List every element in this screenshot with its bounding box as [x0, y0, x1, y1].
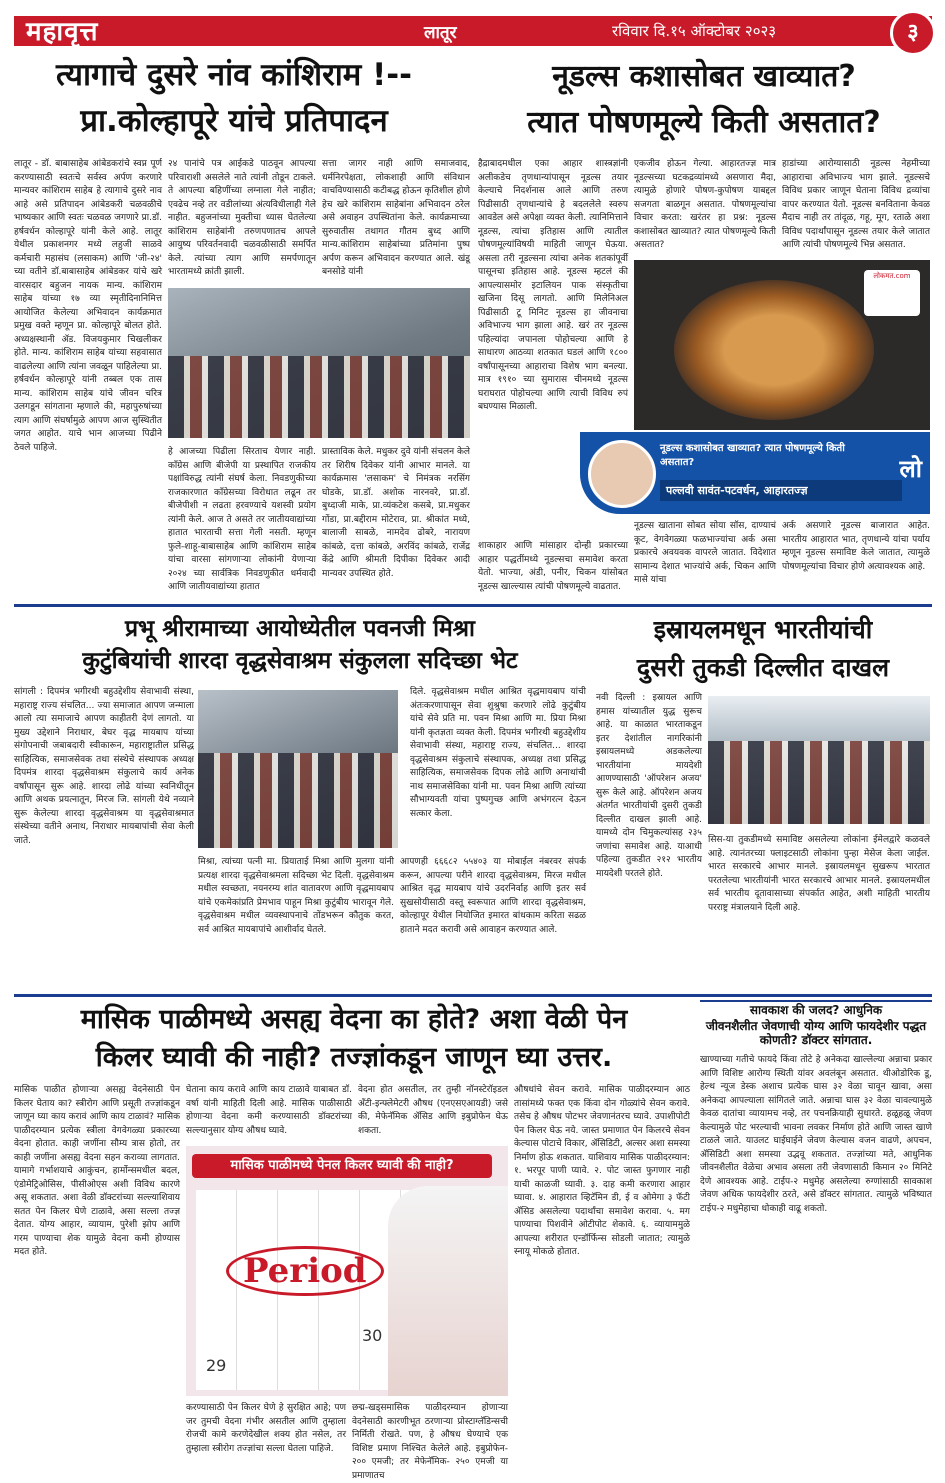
- article2-column-1: हैद्राबादमधील एका आहार शास्त्रज्ञांनी अलीकडेच तृणधान्यांपासून नूडल्स तयार केल्याचे निदर्शनास आले आणि तरुण पिढीसाठी तृणधान्यांचे हे बदललेले स्वरुप आवडेल असे अपेक्षा व्यक्त केली. त्यानिमित्ताने नूडल्स, त्यांचा इतिहास आणि त्यातील पोषणमूल्यांविषयी माहिती जाणून घेऊया. असला तरी नूडल्सना त्यांचा अनेक शतकांपूर्वी पासूनचा इतिहास आहे. नूडल्स म्हटलं की आपल्यासमोर इटालियन पाक संस्कृतीचा खजिना दिसू लागतो. आणि मिलेनिअल पिढीसाठी टू मिनिट नूडल्स हा जीवनाचा अविभाज्य भाग झाला आहे. खरं तर नूडल्स पहिल्यांदा जपानला पोहोचल्या आणि हे साधारण आठव्या शतकात घडलं आणि १८०० वर्षांपासूनच्या आहाराचा विशेष भाग बनल्या. मात्र १९१० च्या सुमारास चीनमध्ये नूडल्स घराघरात पोहोचल्या आणि त्याची विविध रुपं बघण्यास मिळाली.: [478, 159, 628, 412]
- article3-headline-line1: प्रभू श्रीरामाच्या आयोध्येतील पवनजी मिश्रा: [124, 616, 476, 642]
- article2-headline-line2: त्यात पोषणमूल्ये किती असतात?: [527, 105, 881, 140]
- person-figure: [388, 1186, 508, 1396]
- article1-headline-line2: प्रा.कोल्हापूरे यांचे प्रतिपादन: [80, 103, 388, 139]
- article2-banner: [580, 432, 930, 514]
- section-divider-2: [14, 994, 932, 997]
- article3-column-4: आपणही ६६६८२ ५५४०३ या मोबाईल नंबरवर संपर्क करून, आपल्या परीने शारदा वृद्धसेवाश्रम, मिरज मधील आश्रित वृद्ध मायबाप यांचे उदरनिर्वाह आणि इतर सर्व सुखसोयीसाठी वस्तू स्वरूपात आणि शारदा वृद्धसेवाश्रम, कोल्हापूर येथील नियोजित इमारत बांधकाम करिता सढळ हाताने मदत करावी असे आवाहन करण्यात आले.: [400, 857, 586, 935]
- article2-banner-title: नूडल्स कशासोबत खाव्यात? त्यात पोषणमूल्ये किती असतात?: [660, 443, 845, 468]
- article5-column-3: वेदना होत असतील, तर तुम्ही नॉनस्टेरॉइडल अँटी-इन्फ्लेमेटरी औषध (एनएसएआयडी) जसे की, मेफेनॅमिक ॲसिड आणि इबुप्रोफेन घेऊ शकता.: [358, 1085, 508, 1136]
- article3-column-1: सांगली : दिपमंत्र भगीरथी बहुउद्देशीय सेवाभावी संस्था, महाराष्ट्र राज्य संचलित... ज्या समाजात आपण जन्माला आलो त्या समाजाचे आपण काहीतरी देणं लागतो. या मुख्य उद्देशाने निराधार, बेघर वृद्ध मायबाप यांच्या संगोपनाची जबाबदारी स्वीकारून, महाराष्ट्रातील प्रसिद्ध साहित्यिक, समाजसेवक तथा संस्थेचे संस्थापक अध्यक्ष दिपमंत्र शारदा वृद्धसेवाश्रम संकुलाचे कार्य अनेक वर्षांपासून सुरू आहे. शारदा लोढे यांच्या स्वनिधीतून आणि अथक प्रयत्नातून, मिरज जि. सांगली येथे नव्याने सुरू केलेल्या शारदा वृद्धसेवाश्रम या वृद्धसेवाश्रमात संस्थेच्या वतीने अनाथ, निराधार मायबापांची सेवा केली जाते.: [14, 687, 194, 846]
- article3-headline-line2: कुटुंबियांची शारदा वृद्धसेवाश्रम संकुलला सदिच्छा भेट: [82, 648, 518, 674]
- article4-column-2: सिस-या तुकडीमध्ये समाविष्ट असलेल्या लोकांना ईमेलद्वारे कळवले आहे. त्यानंतरच्या फ्लाइटसाठी लोकांना पुन्हा मेसेज केला जाईल. भारत सरकारचे आभार मानले. इस्रायलमधून सुखरूप भारतात परतलेल्या भारतीयांनी भारत सरकारचे आभार मानले. इस्रायलमधील सर्व भारतीय दूतावासाच्या संपर्कात आहेत, अशी माहिती भारतीय परराष्ट्र मंत्रालयाने दिली आहे.: [708, 835, 930, 913]
- masthead-brand: महावृत्त: [26, 17, 99, 47]
- author-avatar: [588, 440, 656, 508]
- article2-photo-badge: लोकमत.com: [864, 270, 920, 316]
- masthead-city: लातूर: [424, 23, 457, 43]
- article3-photo: [198, 690, 398, 848]
- article4-photo: [708, 696, 930, 824]
- article5-image-word: Period: [226, 1246, 384, 1296]
- article5-image-title: मासिक पाळीमध्ये पेनल किलर घ्यावी की नाही?: [192, 1154, 492, 1178]
- article2-bottom-left: शाकाहार आणि मांसाहार दोन्ही प्रकारच्या आहार पद्धतींमध्ये नूडल्सचा समावेश करता येतो. भाज्या, अंडी, पनीर, चिकन यांसोबत नूडल्स खाल्ल्यास त्यांची पोषणमूल्ये वाढतात.: [478, 541, 628, 592]
- article2-bottom-right: अर्क असणारे नूडल्स बाजारात आहेत. भारतीय आहारात भात, तृणधान्ये यांचा पर्याय म्हणून नूडल्स समाविष्ट केले जातात, त्यामुळे पोषणमूल्यांचा विचार होणे अत्यावश्यक आहे.: [782, 521, 930, 572]
- article2-noodles-photo: [634, 260, 930, 430]
- article5-headline-line1: मासिक पाळीमध्ये असह्य वेदना का होते? अशा वेळी पेन: [80, 1004, 628, 1035]
- article4-headline-line2: दुसरी तुकडी दिल्लीत दाखल: [636, 653, 890, 682]
- article5-bottom-b: छद्म-खड्समासिक पाळीदरम्यान होणाऱ्या वेदनेसाठी कारणीभूत ठरणाऱ्या प्रोस्टाग्लॅडिन्सची निर्मिती रोखते. पण, हे औषध घेण्याचे एक विशिष्ट प्रमाण निश्चित केलेले आहे. इबुप्रोफेन- २०० एमजी; तर मेफेनॅमिक- २५० एमजी या प्रमाणातच: [352, 1403, 508, 1481]
- article4-column-1: नवी दिल्ली : इस्रायल आणि हमास यांच्यातील युद्ध सुरूच आहे. या काळात भारताकडून इतर देशांतील नागरिकांनी इस्रायलमध्ये अडकलेल्या भारतीयांना मायदेशी आणण्यासाठी 'ऑपरेशन अजय' सुरू केले आहे. ऑपरेशन अजय अंतर्गत भारतीयांची दुसरी तुकडी दिल्लीत दाखल झाली आहे. यामध्ये दोन चिमुकल्यांसह २३५ जणांचा समावेश आहे. याआधी पहिल्या तुकडीत २१२ भारतीय मायदेशी परतले होते.: [596, 693, 702, 879]
- article1-column-3-top: सत्ता जागर नाही आणि समाजवाद, धर्मनिरपेक्षता, लोकशाही आणि संविधान वाचविण्यासाठी कटीबद्ध होऊन कृतिशील होणे हेच खरे कांशिराम साहेबांना अभिवादन ठरेल असे अवाहन उपस्थितांना केले. कार्यक्रमाच्या सुरुवातीस तथागत गौतम बुध्द आणि मान्य.कांशिराम साहेबांच्या प्रतिमांना पुष्प अर्पण करून अभिवादन करण्यात आले. खंडू बनसोडे यांनी: [322, 159, 470, 277]
- article2-column-2: एकजीव होऊन गेल्या. आहारतज्ज्ञ मात्र नूडल्सच्या घटकद्रव्यांमध्ये असणारा मैदा, त्यामुळे होणारे पोषण-कुपोषण याबद्दल सजगता बाळगून असतात. पोषणमूल्यांचा विचार करता: खरंतर हा प्रश्न: नूडल्स कशासोबत खाव्यात? त्यात पोषणमूल्ये किती असतात?: [634, 159, 776, 250]
- article5-image: [186, 1146, 508, 1396]
- masthead-band: [14, 16, 932, 46]
- article5-column-4: औषधांचे सेवन करावे. मासिक पाळीदरम्यान आठ तासांमध्ये फक्त एक किंवा दोन गोळ्यांचे सेवन करावे. तसेच हे औषध पोटभर जेवणानंतरच घ्यावे. उपाशीपोटी पेन किलर घेऊ नये. जास्त प्रमाणात पेन किलरचे सेवन केल्यास पोटाचे विकार, ॲसिडिटी, अल्सर अशा समस्या निर्माण होऊ शकतात. याशिवाय मासिक पाळीदरम्यान: १. भरपूर पाणी प्यावे. २. पोट जास्त फुगणार नाही याची काळजी घ्यावी. ३. दाह कमी करणारा आहार घ्यावा. ४. आहारात व्हिटॅमिन डी, ई व ओमेगा ३ फॅटी ॲसिड असलेल्या पदार्थांचा समावेश करावा. ५. मग पाण्याचा पिशवीने ओटीपोट शेकावे. ६. व्यायाममुळे आपल्या शरीरात एन्डॉर्फिन्स सोडली जातात; त्यामुळे स्नायू मोकळे होतात.: [514, 1085, 690, 1257]
- masthead-date: रविवार दि.१५ ऑक्टोबर २०२३: [612, 22, 777, 40]
- article1-group-photo: [168, 288, 470, 438]
- article3-column-2: दिले. वृद्धसेवाश्रम मधील आश्रित वृद्धमायबाप यांची अंतःकरणापासून सेवा शुश्रुषा करणारे लोढे कुटुंबीय यांचे सेवे प्रति मा. पवन मिश्रा आणि मा. प्रिया मिश्रा यांनी कृतज्ञता व्यक्त केली. दिपमंत्र भगीरथी बहुउद्देशीय सेवाभावी संस्था, महाराष्ट्र राज्य, संचलित... शारदा वृद्धसेवाश्रम संकुलाचे संस्थापक, अध्यक्ष तथा प्रसिद्ध साहित्यिक, समाजसेवक दिपक लोढे आणि अनाथांची नाथ समाजसेविका यांनी मा. पवन मिश्रा आणि त्यांच्या सौभाग्यवती यांचा पुष्पगुच्छ आणि अभंगरत्न देऊन सत्कार केला.: [410, 687, 586, 819]
- article1-column-1: लातूर - डॉ. बाबासाहेब आंबेडकरांचे स्वप्न पूर्ण करण्यासाठी स्वतःचे सर्वस्व अर्पण करणारे मान्यवर कांशिराम साहेब हे त्यागाचे दुसरे नाव आहे असे प्रतिपादन आंबेडकरी चळवळीचे भाष्यकार आणि स्वतः चळवळ जगणारे प्रा.डॉ. हर्षवर्धन कोल्हापूरे यांनी केले आहे. लातूर येथील प्रकाशनगर मध्ये लहुजी साळवे कर्मचारी महासंघ (लसाकम) आणि 'जी-२४' च्या वतीने डॉ.बाबासाहेब आंबेडकर यांचे खरे वारसदार बहुजन नायक मान्य. कांशिराम साहेब यांच्या १७ व्या स्मृतीदिनानिमित्त आयोजित केलेल्या अभिवादन कार्यक्रमात प्रमुख वक्ते म्हणून प्रा. कोल्हापूरे बोलत होते. अध्यक्षस्थानी ॲड. विजयकुमार चिखलीकर होते. मान्य. कांशिराम साहेब यांच्या सहवासात वाढलेल्या आणि त्यांना जवळून पाहिलेल्या प्रा. हर्षवर्धन कोल्हापूरे यांनी तब्बल एक तास मान्य. कांशिराम साहेब यांचे जीवन चरित्र उलगडून सांगताना म्हणाले की, महापुरुषांच्या त्याग आणि संघर्षामुळे आपण आज सुस्थितीत जगत आहोत. याचे भान आजच्या पिढीने ठेवले पाहिजे.: [14, 159, 162, 453]
- article6-headline-line1: सावकाश की जलद? आधुनिक: [749, 1003, 883, 1017]
- page-number-badge: ३: [890, 10, 936, 56]
- article2-banner-mark: लो: [899, 455, 922, 483]
- article1-column-2-top: २४ पानांचे पत्र आईकडे पाठवून आपल्या परिवाराशी असलेले नाते त्यांनी तोडून टाकले. ते आपल्या बहिणींच्या लग्नाला गेले नाहीत; एवढेच नव्हे तर वडीलांच्या अंत्यविधीलाही गेले नाहीत. बहुजनांच्या मुक्तीचा ध्यास घेतलेल्या कांशिराम साहेबांनी तरुणपणातच आपले आयुष्य परिवर्तनवादी चळवळीसाठी समर्पित केले. त्यांच्या त्याग आणि समर्पणातून भारतामध्ये क्रांती झाली.: [168, 159, 316, 277]
- article1-column-3-bottom: प्रास्ताविक केले. मधुकर दुवे यांनी संचलन केले तर शिरीष दिवेकर यांनी आभार मानले. या कार्यक्रमास 'लसाकम' चे निमंत्रक नरसिंग घोडके, प्रा.डॉ. अशोक नारनवरे, प्रा.डॉ. बुध्दाजी माके, प्रा.व्यंकटेश कसबे, प्रा.मधुकर गोंडा, प्रा.बद्दीराम मोटेराव, प्रा. श्रीकांत मध्ये, बालाजी साबळे, नामदेव ढोबरे, नारायण कांबळे, दत्ता कांबळे, अरविंद कांबळे, राजेंद्र केंद्रे आणि श्रीमती दिपीका दिवेकर आदी मान्यवर उपस्थित होते.: [322, 447, 470, 579]
- article2-bottom-middle: नूडल्स खाताना सोबत सोया सॉस, दाण्याचं कूट, वेगवेगळ्या फळभाज्यांचा अर्क असा प्रकारचे अवयवक वापरले जातात. विदेशात सामान्य देशात भाज्यांचे अर्क, चिकन आणि मासे यांचा: [634, 521, 776, 585]
- calendar-day-30: 30: [362, 1326, 383, 1345]
- article1-column-2-bottom: हे आजच्या पिढीला सिरताच येणार नाही. काँग्रेस आणि बीजेपी या प्रस्थापित राजकीय पक्षांविरुद्ध त्यांनी संघर्ष केला. निवडणुकीच्या राजकारणात काँग्रेसच्या विरोधात लढून तर बीजेपीशी न लढता हरवण्याचे यशस्वी प्रयोग त्यांनी केले. आज ते असते तर जातीयवाद्यांच्या हातात भारताची सत्ता गेली नसती. म्हणून फुले-शाहू-बाबासाहेब आणि कांशिराम साहेब यांचा वारसा सांगणाऱ्या लोकांनी येणाऱ्या २०२४ च्या सार्वत्रिक निवडणुकीत धर्मवादी आणि जातीयवाद्यांच्या हातात: [168, 447, 316, 592]
- article5-column-1: मासिक पाळीत होणाऱ्या असह्य वेदनेसाठी पेन किलर घेताय का? स्त्रीरोग आणि प्रसूती तज्ज्ञांकडून जाणून घ्या काय करावं आणि काय टाळावं? मासिक पाळीदरम्यान प्रत्येक स्त्रीला वेगवेगळ्या प्रकारच्या वेदना होतात. काही जणींना सौम्य त्रास होतो, तर काही जणींना असह्य वेदना सहन कराव्या लागतात. यामागे गर्भाशयाचे आकुंचन, हार्मोन्समधील बदल, एंडोमेट्रिओसिस, पीसीओएस अशी विविध कारणे असू शकतात. अशा वेळी डॉक्टरांच्या सल्ल्याशिवाय सतत पेन किलर घेणे टाळावे, असा सल्ला तज्ज्ञ देतात. योग्य आहार, व्यायाम, पुरेशी झोप आणि गरम पाण्याचा शेक यामुळे वेदना कमी होण्यास मदत होते.: [14, 1085, 180, 1257]
- article5-headline-line2: किलर घ्यावी की नाही? तज्ज्ञांकडून जाणून घ्या उत्तर.: [95, 1042, 613, 1073]
- article2-headline-line1: नूडल्स कशासोबत खाव्यात?: [552, 59, 856, 94]
- section-divider-1: [14, 604, 932, 607]
- article2-column-3: हाडांच्या आरोग्यासाठी नूडल्स नेहमीच्या आहाराचा अविभाज्य भाग झाले. नूडल्सचे विविध प्रकार जाणून घेताना विविध द्रव्यांचा वापर करण्यात येतो. नूडल्स बनविताना केवळ मैदाच नाही तर तांदूळ, गहू, मूग, रताळे अशा विविध पदार्थांपासून नूडल्स तयार केले जातात आणि त्यांची पोषणमूल्ये भिन्न असतात.: [782, 159, 930, 250]
- article4-headline-line1: इस्रायलमधून भारतीयांची: [653, 615, 873, 644]
- calendar-day-29: 29: [206, 1356, 227, 1375]
- article5-column-2: घेताना काय करावे आणि काय टाळावे याबाबत डॉ. वर्षा यांनी माहिती दिली आहे. मासिक पाळीसाठी होणाऱ्या वेदना कमी करण्यासाठी डॉक्टरांच्या सल्ल्यानुसार योग्य औषध घ्यावे.: [186, 1085, 352, 1136]
- article3-column-3: मिश्रा, त्यांच्या पत्नी मा. प्रियाताई मिश्रा आणि मुलगा यांनी प्रत्यक्ष शारदा वृद्धसेवाश्रमला सदिच्छा भेट दिली. वृद्धसेवाश्रम मधील स्वच्छता, नयनरम्य शांत वातावरण आणि वृद्धमायबाप यांचे एकमेकांप्रति प्रेमभाव पाहून मिश्रा कुटुंबीय भारावून गेले. वृद्धसेवाश्रम मधील व्यवस्थापनाचे तोंडभरून कौतुक करत, सर्व आश्रित मायबापांचे आशीर्वाद घेतले.: [198, 857, 394, 935]
- article2-banner-byline: पल्लवी सावंत-पटवर्धन, आहारतज्ज्ञ: [660, 480, 902, 501]
- article1-headline-line1: त्यागाचे दुसरे नांव कांशिराम !--: [56, 57, 412, 93]
- article6-body: खाण्याच्या गतीचे फायदे किंवा तोटे हे अनेकदा खाल्लेल्या अन्नाचा प्रकार आणि विशिष्ट आरोग्य स्थिती यांवर अवलंबून असतात. थीओडोरिक डू, हेल्थ न्यूज डेस्क अशाच प्रत्येक घास ३२ वेळा चावून खावा, असा अनेकदा आपल्याला सांगितले जाते. अन्नाचा घास ३२ वेळा चावल्यामुळे केवळ दातांचा व्यायामच नव्हे, तर पचनक्रियाही सुधारते. हळूहळू जेवण केल्यामुळे पोट भरल्याची भावना लवकर निर्माण होते आणि जास्त खाणे टाळले जाते. याउलट घाईघाईने जेवण केल्यास वजन वाढणे, अपचन, ॲसिडिटी अशा समस्या उद्भवू शकतात. तज्ज्ञांच्या मते, आधुनिक जीवनशैलीत वेळेचा अभाव असला तरी जेवणासाठी किमान २० मिनिटे देणे आवश्यक आहे. टाईप-२ मधुमेह असलेल्या रुग्णांसाठी सावकाश जेवण अधिक फायदेशीर ठरते, असे डॉक्टर सांगतात. त्यामुळे भविष्यात टाईप-२ मधुमेहाचा धोकाही वाढू शकतो.: [700, 1055, 932, 1214]
- article6-top-rule: [700, 1000, 932, 1002]
- article5-bottom-a: करण्यासाठी पेन किलर घेणे हे सुरक्षित आहे; पण जर तुमची वेदना गंभीर असतील आणि तुम्हाला रोजची कामे करणेदेखील शक्य होत नसेल, तर तुम्हाला स्त्रीरोग तज्ज्ञांचा सल्ला घेतला पाहिजे.: [186, 1403, 346, 1454]
- article6-headline-line2: जीवनशैलीत जेवणाची योग्य आणि फायदेशीर पद्धत कोणती? डॉक्टर सांगतात.: [705, 1019, 927, 1047]
